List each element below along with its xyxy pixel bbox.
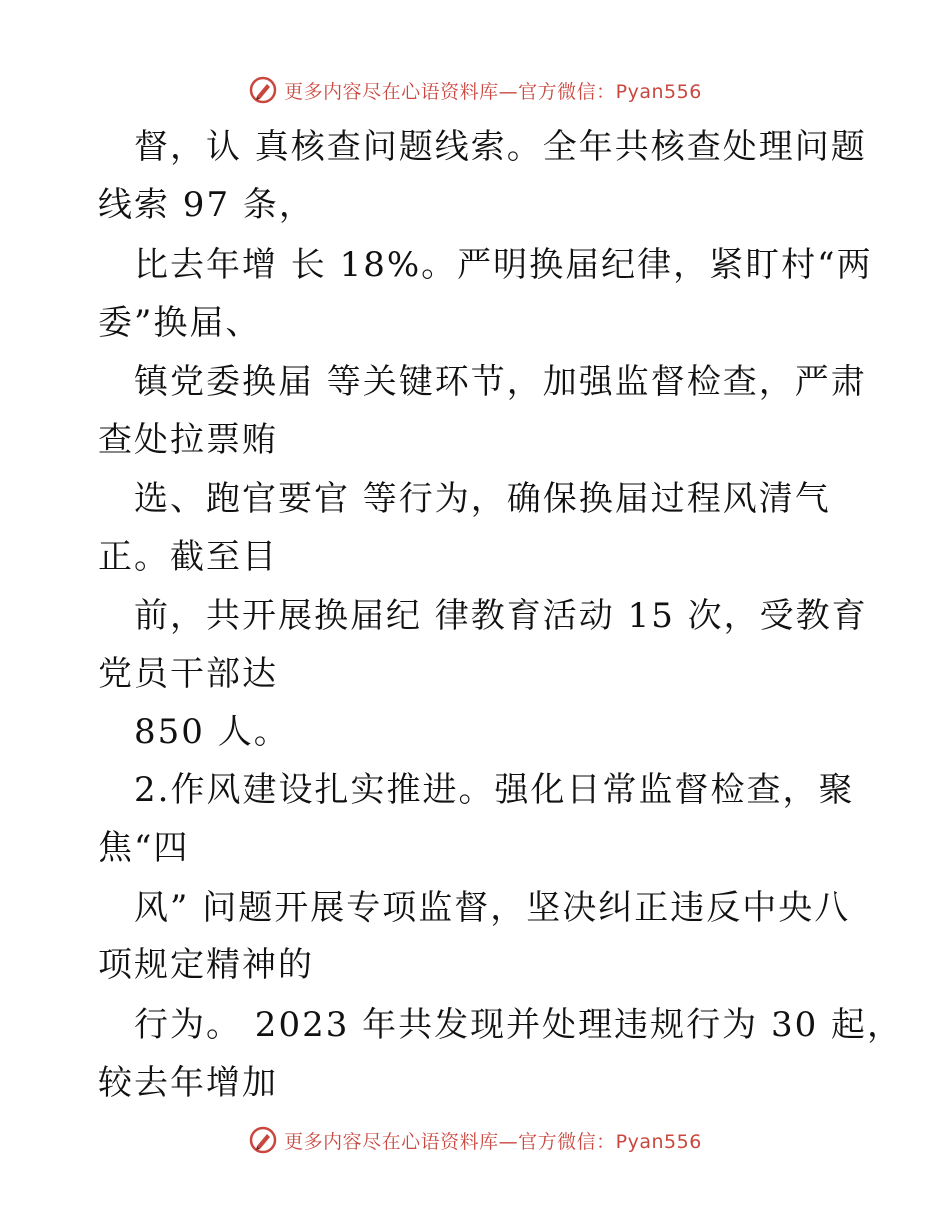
- text-line: 项规定精神的: [98, 945, 314, 985]
- watermark-text: 更多内容尽在心语资料库—官方微信：Pyan556: [284, 80, 702, 103]
- pen-logo-icon: [248, 75, 278, 105]
- text-line: 督，认 真核查问题线索。全年共核查处理问题: [134, 127, 867, 167]
- text-line: 正。截至目: [98, 537, 278, 577]
- text-line: 委”换届、: [98, 303, 262, 343]
- text-line: 850 人。: [134, 712, 290, 752]
- pen-logo-icon: [248, 1125, 278, 1155]
- text-line: 2.作风建设扎实推进。强化日常监督检查，聚: [134, 770, 855, 810]
- text-line: 查处拉票贿: [98, 420, 278, 460]
- text-line: 焦“四: [98, 828, 190, 868]
- footer-watermark: [0, 1120, 950, 1160]
- text-line: 党员干部达: [98, 654, 278, 694]
- text-line: 线索 97 条，: [98, 185, 315, 225]
- text-line: 镇党委换届 等关键环节，加强监督检查，严肃: [134, 362, 867, 402]
- watermark-text: 更多内容尽在心语资料库—官方微信：Pyan556: [284, 1130, 702, 1153]
- text-line: 前，共开展换届纪 律教育活动 15 次，受教育: [134, 596, 868, 636]
- text-line: 选、跑官要官 等行为，确保换届过程风清气: [134, 479, 831, 519]
- text-line: 风” 问题开展专项监督，坚决纠正违反中央八: [134, 888, 851, 928]
- header-watermark: [0, 70, 950, 110]
- text-line: 较去年增加: [98, 1063, 278, 1103]
- text-line: 比去年增 长 18%。严明换届纪律，紧盯村“两: [134, 245, 873, 285]
- text-line: 行为。 2023 年共发现并处理违规行为 30 起，: [134, 1005, 904, 1045]
